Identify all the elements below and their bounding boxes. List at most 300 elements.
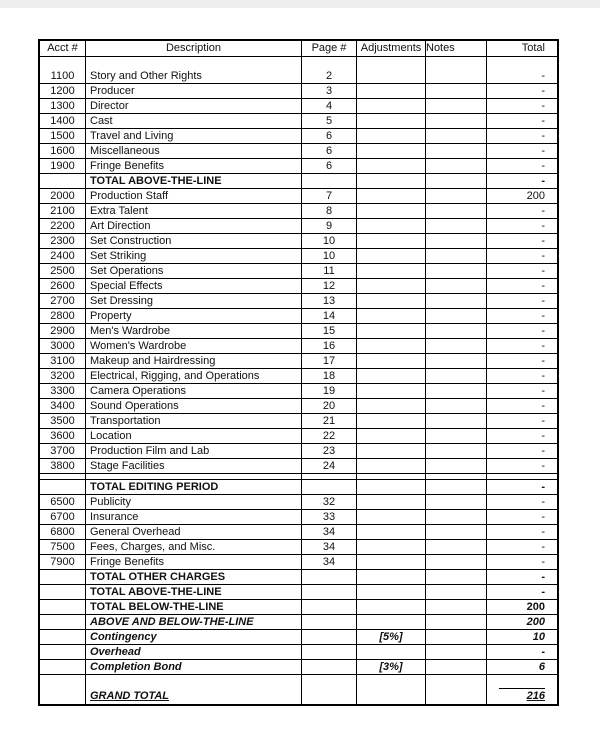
- cell-page: 24: [302, 459, 357, 473]
- empty-cell: [86, 474, 302, 479]
- cell-page: 5: [302, 114, 357, 128]
- cell-acct: 3200: [40, 369, 86, 383]
- empty-cell: [302, 474, 357, 479]
- cell-notes: [426, 189, 487, 203]
- cell-desc: Miscellaneous: [86, 144, 302, 158]
- table-row: [40, 279, 557, 294]
- table-row: [40, 414, 557, 429]
- table-row: [40, 114, 557, 129]
- cell-adj: [357, 84, 426, 98]
- cell-page: 16: [302, 339, 357, 353]
- cell-desc: Set Construction: [86, 234, 302, 248]
- total-row: [40, 615, 557, 630]
- cell-acct: 2900: [40, 324, 86, 338]
- cell-desc: Production Film and Lab: [86, 444, 302, 458]
- cell-notes: [426, 234, 487, 248]
- cell-notes: [426, 324, 487, 338]
- header-cell-acct: Acct #: [40, 41, 86, 56]
- cell-total: -: [541, 370, 545, 382]
- cell-adj: [357, 540, 426, 554]
- cell-page: 10: [302, 234, 357, 248]
- budget-table: [38, 39, 559, 706]
- cell-page: [302, 645, 357, 659]
- cell-notes: [426, 660, 487, 674]
- cell-notes: [426, 495, 487, 509]
- cell-acct: [40, 645, 86, 659]
- cell-desc: ABOVE AND BELOW-THE-LINE: [86, 615, 302, 629]
- cell-total: -: [541, 481, 545, 493]
- table-row: [40, 555, 557, 570]
- table-row: [40, 354, 557, 369]
- empty-cell: [40, 57, 86, 69]
- total-row: [40, 630, 557, 645]
- cell-desc: Insurance: [86, 510, 302, 524]
- cell-notes: [426, 630, 487, 644]
- cell-total: -: [541, 385, 545, 397]
- cell-total: -: [541, 325, 545, 337]
- cell-adj: [357, 570, 426, 584]
- cell-desc: Electrical, Rigging, and Operations: [86, 369, 302, 383]
- cell-desc: Special Effects: [86, 279, 302, 293]
- cell-acct: [40, 630, 86, 644]
- total-row: [40, 585, 557, 600]
- cell-total: -: [541, 355, 545, 367]
- cell-desc: Stage Facilities: [86, 459, 302, 473]
- cell-acct: 1300: [40, 99, 86, 113]
- cell-adj: [357, 600, 426, 614]
- cell-notes: [426, 114, 487, 128]
- cell-desc: Art Direction: [86, 219, 302, 233]
- cell-adj: [357, 384, 426, 398]
- cell-desc: Fringe Benefits: [86, 555, 302, 569]
- empty-cell: [40, 474, 86, 479]
- table-row: [40, 525, 557, 540]
- table-row: [40, 444, 557, 459]
- cell-page: 12: [302, 279, 357, 293]
- cell-total: -: [541, 115, 545, 127]
- cell-notes: [426, 264, 487, 278]
- cell-notes: [426, 585, 487, 599]
- cell-acct: 2800: [40, 309, 86, 323]
- cell-notes: [426, 399, 487, 413]
- cell-desc: TOTAL EDITING PERIOD: [86, 480, 302, 494]
- table-row: [40, 84, 557, 99]
- empty-cell: [487, 57, 557, 69]
- header-cell-notes: Notes: [426, 41, 487, 56]
- cell-acct: 3500: [40, 414, 86, 428]
- table-row: [40, 249, 557, 264]
- cell-page: 10: [302, 249, 357, 263]
- table-row: [40, 339, 557, 354]
- total-row: [40, 174, 557, 189]
- total-row: [40, 480, 557, 495]
- cell-total: 200: [526, 190, 545, 202]
- cell-desc: Transportation: [86, 414, 302, 428]
- cell-acct: [40, 615, 86, 629]
- cell-page: 3: [302, 84, 357, 98]
- table-row: [40, 324, 557, 339]
- cell-notes: [426, 444, 487, 458]
- cell-adj: [357, 444, 426, 458]
- cell-adj: [357, 339, 426, 353]
- cell-notes: [426, 540, 487, 554]
- cell-notes: [426, 69, 487, 83]
- cell-notes: [426, 459, 487, 473]
- cell-adj: [357, 510, 426, 524]
- cell-notes: [426, 144, 487, 158]
- cell-adj: [357, 249, 426, 263]
- table-row: [40, 309, 557, 324]
- cell-acct: 2100: [40, 204, 86, 218]
- cell-total: -: [541, 460, 545, 472]
- cell-page: 18: [302, 369, 357, 383]
- header-cell-page: Page #: [302, 41, 357, 56]
- cell-desc: Publicity: [86, 495, 302, 509]
- cell-total: -: [541, 175, 545, 187]
- cell-desc: Set Striking: [86, 249, 302, 263]
- cell-acct: 1100: [40, 69, 86, 83]
- cell-total: -: [541, 310, 545, 322]
- cell-desc: Contingency: [86, 630, 302, 644]
- cell-total: -: [541, 430, 545, 442]
- total-row: [40, 660, 557, 675]
- cell-page: [302, 615, 357, 629]
- cell-adj: [357, 144, 426, 158]
- cell-page: [302, 480, 357, 494]
- cell-notes: [426, 510, 487, 524]
- table-row: [40, 264, 557, 279]
- cell-acct: 1500: [40, 129, 86, 143]
- cell-adj: [357, 459, 426, 473]
- cell-page: 13: [302, 294, 357, 308]
- cell-notes: [426, 600, 487, 614]
- cell-desc: TOTAL ABOVE-THE-LINE: [86, 174, 302, 188]
- table-row: [40, 129, 557, 144]
- empty-cell: [426, 474, 487, 479]
- cell-acct: 3700: [40, 444, 86, 458]
- table-row: [40, 540, 557, 555]
- cell-total: -: [541, 526, 545, 538]
- cell-page: 20: [302, 399, 357, 413]
- cell-adj: [357, 324, 426, 338]
- cell-notes: [426, 219, 487, 233]
- cell-notes: [426, 675, 487, 704]
- cell-total: 10: [532, 631, 545, 643]
- cell-total: -: [541, 445, 545, 457]
- cell-desc: Extra Talent: [86, 204, 302, 218]
- cell-page: 6: [302, 144, 357, 158]
- cell-acct: 3000: [40, 339, 86, 353]
- table-row: [40, 510, 557, 525]
- cell-acct: [40, 600, 86, 614]
- cell-notes: [426, 480, 487, 494]
- cell-desc: Property: [86, 309, 302, 323]
- cell-acct: 2300: [40, 234, 86, 248]
- cell-page: 34: [302, 540, 357, 554]
- cell-notes: [426, 615, 487, 629]
- table-header-row: [40, 41, 557, 57]
- table-row: [40, 144, 557, 159]
- cell-page: 32: [302, 495, 357, 509]
- cell-page: [302, 174, 357, 188]
- cell-notes: [426, 204, 487, 218]
- header-cell-total: Total: [521, 42, 545, 54]
- cell-acct: [40, 174, 86, 188]
- cell-adj: [357, 414, 426, 428]
- cell-acct: [40, 585, 86, 599]
- cell-total: -: [541, 85, 545, 97]
- cell-desc: Set Dressing: [86, 294, 302, 308]
- cell-desc: TOTAL BELOW-THE-LINE: [86, 600, 302, 614]
- spacer-row: [40, 57, 557, 69]
- cell-adj: [357, 129, 426, 143]
- table-row: [40, 495, 557, 510]
- cell-page: 11: [302, 264, 357, 278]
- table-row: [40, 429, 557, 444]
- cell-page: [302, 600, 357, 614]
- cell-total: -: [541, 235, 545, 247]
- cell-acct: [40, 480, 86, 494]
- cell-page: 8: [302, 204, 357, 218]
- cell-adj: [357, 234, 426, 248]
- cell-acct: 3600: [40, 429, 86, 443]
- table-row: [40, 399, 557, 414]
- cell-page: 14: [302, 309, 357, 323]
- cell-total: 200: [526, 616, 545, 628]
- cell-acct: 2400: [40, 249, 86, 263]
- cell-adj: [357, 369, 426, 383]
- cell-page: [302, 675, 357, 704]
- cell-total: -: [541, 400, 545, 412]
- cell-total: -: [541, 511, 545, 523]
- cell-page: 2: [302, 69, 357, 83]
- cell-adj: [357, 114, 426, 128]
- cell-acct: 7500: [40, 540, 86, 554]
- cell-page: 34: [302, 525, 357, 539]
- cell-desc: TOTAL ABOVE-THE-LINE: [86, 585, 302, 599]
- cell-adj: [357, 294, 426, 308]
- cell-adj: [357, 69, 426, 83]
- cell-notes: [426, 84, 487, 98]
- cell-total: -: [541, 280, 545, 292]
- table-row: [40, 294, 557, 309]
- cell-total: -: [541, 265, 545, 277]
- cell-acct: 2200: [40, 219, 86, 233]
- table-row: [40, 234, 557, 249]
- cell-total: 200: [526, 601, 545, 613]
- cell-page: 33: [302, 510, 357, 524]
- cell-total: -: [541, 571, 545, 583]
- cell-total: -: [541, 496, 545, 508]
- table-row: [40, 204, 557, 219]
- cell-acct: 3100: [40, 354, 86, 368]
- cell-adj: [357, 555, 426, 569]
- table-row: [40, 159, 557, 174]
- cell-desc: Completion Bond: [86, 660, 302, 674]
- cell-acct: [40, 660, 86, 674]
- cell-acct: 2600: [40, 279, 86, 293]
- cell-notes: [426, 294, 487, 308]
- cell-adj: [357, 399, 426, 413]
- cell-notes: [426, 309, 487, 323]
- cell-acct: 2500: [40, 264, 86, 278]
- cell-desc: Overhead: [86, 645, 302, 659]
- cell-acct: 6700: [40, 510, 86, 524]
- cell-page: 15: [302, 324, 357, 338]
- cell-page: 6: [302, 129, 357, 143]
- cell-adj: [357, 480, 426, 494]
- cell-adj: [357, 159, 426, 173]
- cell-total: -: [541, 160, 545, 172]
- table-row: [40, 69, 557, 84]
- grand-total-label: GRAND TOTAL: [90, 690, 170, 702]
- cell-notes: [426, 279, 487, 293]
- empty-cell: [86, 57, 302, 69]
- cell-acct: 1900: [40, 159, 86, 173]
- cell-acct: 1200: [40, 84, 86, 98]
- cell-total: -: [541, 586, 545, 598]
- cell-desc: Production Staff: [86, 189, 302, 203]
- table-row: [40, 369, 557, 384]
- cell-total: -: [541, 340, 545, 352]
- empty-cell: [357, 474, 426, 479]
- cell-adj: [5%]: [357, 630, 426, 644]
- header-cell-desc: Description: [86, 41, 302, 56]
- header-cell-adj: Adjustments: [357, 41, 426, 56]
- cell-adj: [357, 309, 426, 323]
- cell-desc: Camera Operations: [86, 384, 302, 398]
- cell-adj: [357, 645, 426, 659]
- cell-notes: [426, 570, 487, 584]
- cell-adj: [357, 585, 426, 599]
- cell-total: -: [541, 100, 545, 112]
- table-row: [40, 459, 557, 474]
- cell-adj: [357, 174, 426, 188]
- grand-total-row: [40, 675, 557, 704]
- cell-desc: TOTAL OTHER CHARGES: [86, 570, 302, 584]
- cell-total: -: [541, 220, 545, 232]
- cell-adj: [357, 264, 426, 278]
- grand-total-value: 216: [499, 688, 545, 703]
- empty-cell: [487, 474, 557, 479]
- cell-acct: 1600: [40, 144, 86, 158]
- cell-adj: [357, 204, 426, 218]
- cell-adj: [357, 189, 426, 203]
- cell-page: 23: [302, 444, 357, 458]
- cell-page: 21: [302, 414, 357, 428]
- cell-acct: [40, 675, 86, 704]
- cell-acct: 6800: [40, 525, 86, 539]
- cell-adj: [357, 279, 426, 293]
- table-row: [40, 384, 557, 399]
- cell-total: -: [541, 556, 545, 568]
- cell-desc: Fees, Charges, and Misc.: [86, 540, 302, 554]
- cell-notes: [426, 99, 487, 113]
- cell-total: -: [541, 130, 545, 142]
- cell-page: 22: [302, 429, 357, 443]
- table-row: [40, 219, 557, 234]
- cell-total: -: [541, 646, 545, 658]
- cell-acct: 7900: [40, 555, 86, 569]
- cell-acct: 3400: [40, 399, 86, 413]
- cell-page: 4: [302, 99, 357, 113]
- cell-page: [302, 630, 357, 644]
- cell-notes: [426, 369, 487, 383]
- cell-total: -: [541, 250, 545, 262]
- cell-page: 9: [302, 219, 357, 233]
- cell-desc: Set Operations: [86, 264, 302, 278]
- cell-notes: [426, 249, 487, 263]
- cell-adj: [357, 99, 426, 113]
- cell-desc: Director: [86, 99, 302, 113]
- cell-desc: Location: [86, 429, 302, 443]
- cell-notes: [426, 129, 487, 143]
- cell-adj: [3%]: [357, 660, 426, 674]
- cell-total: 6: [538, 661, 545, 673]
- cell-acct: 3300: [40, 384, 86, 398]
- cell-acct: 3800: [40, 459, 86, 473]
- cell-desc: Story and Other Rights: [86, 69, 302, 83]
- cell-page: 34: [302, 555, 357, 569]
- cell-notes: [426, 414, 487, 428]
- cell-notes: [426, 645, 487, 659]
- cell-page: 19: [302, 384, 357, 398]
- cell-desc: [86, 675, 302, 704]
- cell-notes: [426, 339, 487, 353]
- cell-acct: 6500: [40, 495, 86, 509]
- cell-total: -: [541, 541, 545, 553]
- cell-notes: [426, 159, 487, 173]
- cell-page: 17: [302, 354, 357, 368]
- total-row: [40, 645, 557, 660]
- cell-desc: Makeup and Hairdressing: [86, 354, 302, 368]
- cell-desc: Women's Wardrobe: [86, 339, 302, 353]
- page-top-strip: [0, 0, 600, 8]
- cell-desc: Producer: [86, 84, 302, 98]
- empty-cell: [302, 57, 357, 69]
- cell-page: [302, 570, 357, 584]
- total-row: [40, 570, 557, 585]
- cell-acct: 2000: [40, 189, 86, 203]
- cell-desc: Travel and Living: [86, 129, 302, 143]
- cell-notes: [426, 174, 487, 188]
- cell-acct: [40, 570, 86, 584]
- cell-adj: [357, 219, 426, 233]
- cell-adj: [357, 675, 426, 704]
- cell-notes: [426, 429, 487, 443]
- cell-total: -: [541, 205, 545, 217]
- cell-desc: General Overhead: [86, 525, 302, 539]
- cell-notes: [426, 354, 487, 368]
- cell-total: -: [541, 415, 545, 427]
- cell-adj: [357, 495, 426, 509]
- cell-total: -: [541, 295, 545, 307]
- cell-notes: [426, 555, 487, 569]
- cell-notes: [426, 525, 487, 539]
- total-row: [40, 600, 557, 615]
- cell-page: 7: [302, 189, 357, 203]
- cell-total: -: [541, 145, 545, 157]
- cell-total: [487, 675, 557, 704]
- cell-adj: [357, 525, 426, 539]
- cell-desc: Men's Wardrobe: [86, 324, 302, 338]
- table-row: [40, 189, 557, 204]
- cell-page: [302, 585, 357, 599]
- cell-adj: [357, 429, 426, 443]
- cell-acct: 2700: [40, 294, 86, 308]
- cell-adj: [357, 354, 426, 368]
- cell-desc: Sound Operations: [86, 399, 302, 413]
